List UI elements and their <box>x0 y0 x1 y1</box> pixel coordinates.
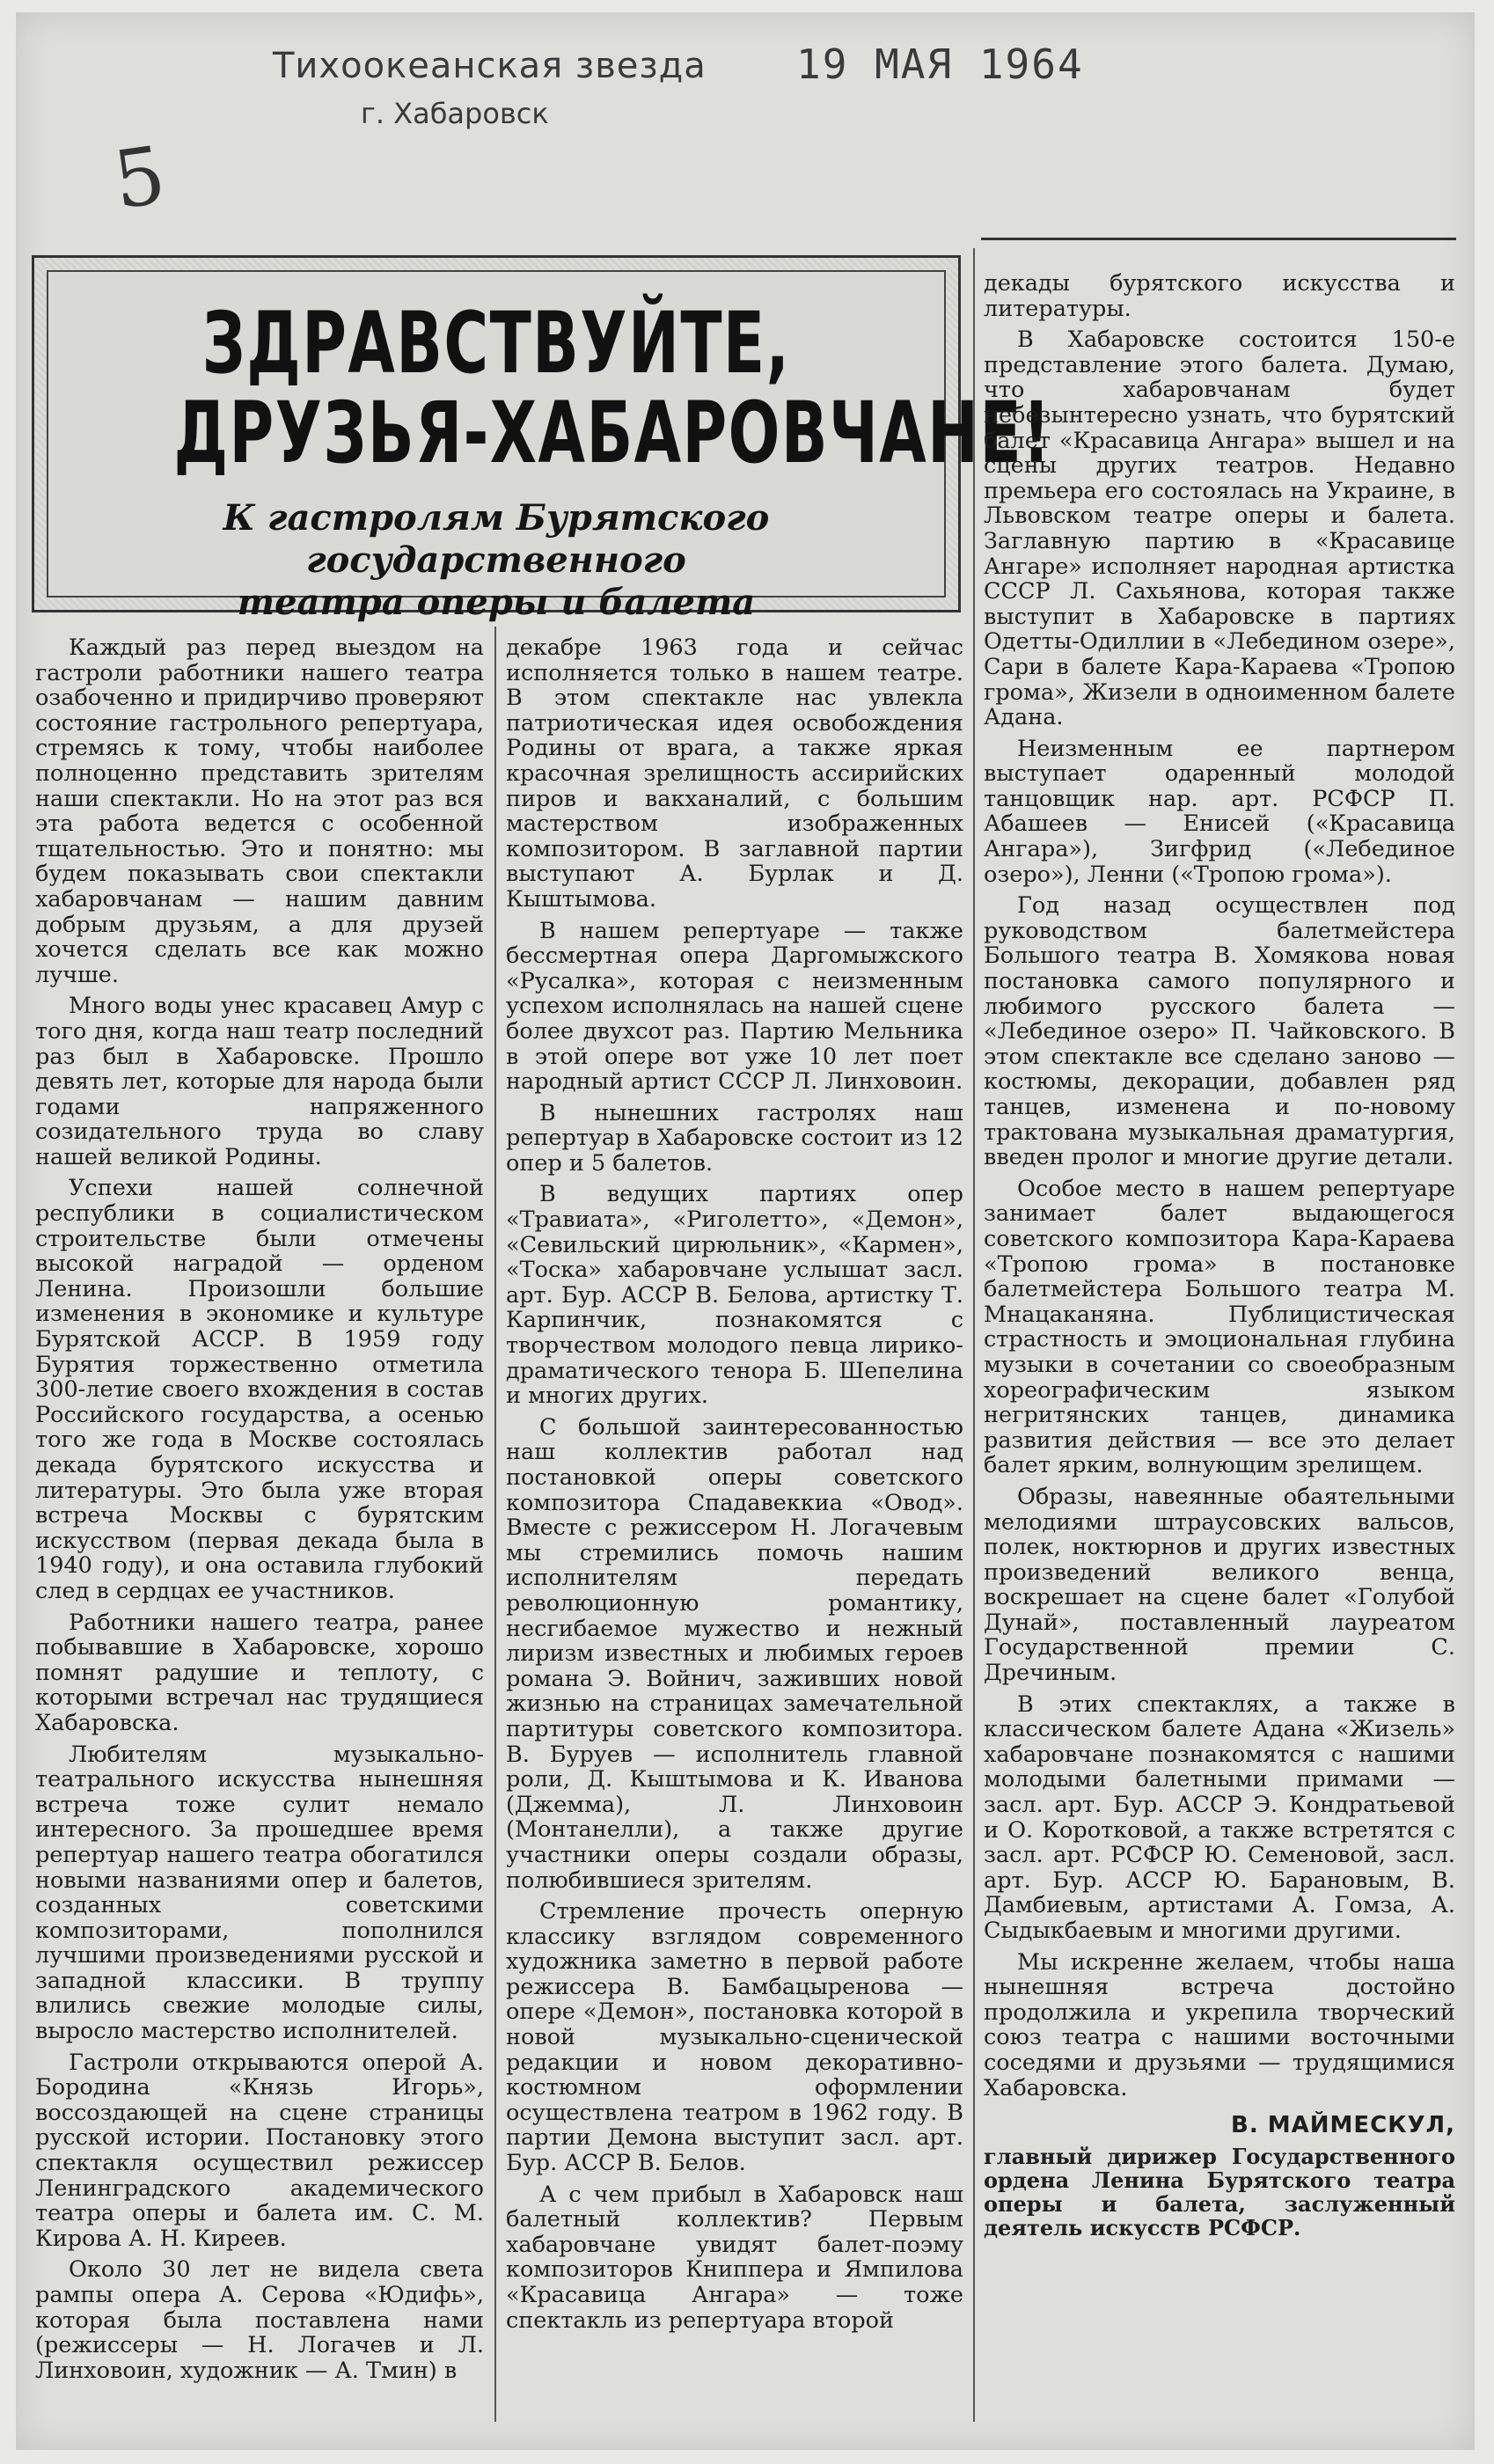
article-column-3 <box>984 271 1455 2246</box>
paragraph: Работники нашего театра, ранее побывавшие в Хабаровске, хорошо помнят радушие и теплоту, с которыми встречал нас трудящиеся Хабаровска. <box>35 1609 484 1736</box>
city-stamp: г. Хабаровск <box>361 97 549 130</box>
signature-block <box>984 2113 1455 2240</box>
handwritten-page-number: 5 <box>107 128 172 228</box>
article-column-2 <box>506 635 963 2339</box>
column-divider <box>494 627 496 2422</box>
author-title: главный дирижер Государственного ордена Ленина Бурятского театра оперы и балета, заслуженный деятель искусств РСФСР. <box>984 2143 1455 2240</box>
paragraph: декады бурятского искусства и литературы. <box>984 270 1455 322</box>
paragraph: Особое место в нашем репертуаре занимает балет выдающегося советского композитора Кара-Караева «Тропою грома» в постановке балетмейстера Большого театра М. Мнацаканяна. Публицистическая страстность и эмоциональная глубина музыки в сочетании со своеобразным хореографическим языком негритянских танцев, динамика развития действия — все это делает балет ярким, волнующим зрелищем. <box>984 1175 1455 1479</box>
paragraph: Около 30 лет не видела света рампы опера А. Серова «Юдифь», которая была поставлена нами (режиссеры — Н. Логачев и Л. Линховоин, художник — А. Тмин) в <box>35 2256 484 2384</box>
paragraph: В ведущих партиях опер «Травиата», «Риголетто», «Демон», «Севильский цирюльник», «Кармен», «Тоска» хабаровчане услышат засл. арт. Бур. АССР В. Белова, артистку Т. Карпинчик, познакомятся с творчеством молодого певца лирико-драматического тенора Б. Шепелина и многих других. <box>506 1181 963 1410</box>
author-name: В. МАЙМЕСКУЛ, <box>1231 2112 1455 2139</box>
article-column-1 <box>35 635 484 2389</box>
headline-box <box>32 255 1052 623</box>
paragraph: декабре 1963 года и сейчас исполняется только в нашем театре. В этом спектакле нас увлекла патриотическая идея освобождения Родины от врага, а также яркая красочная зрелищность ассирийских пиров и вакханалий, с большим мастерством изображенных композитором. В заглавной партии выступают А. Бурлак и Д. Кыштымова. <box>506 634 963 913</box>
paragraph: Много воды унес красавец Амур с того дня, когда наш театр последний раз был в Хабаровске. Прошло девять лет, которые для народа были годами напряженного созидательного труда во славу нашей великой Родины. <box>35 993 484 1170</box>
paragraph: Каждый раз перед выездом на гастроли работники нашего театра озабоченно и придирчиво проверяют состояние гастрольного репертуара, стремясь к тому, чтобы наиболее полноценно представить зрителям наши спектакли. Но на этот раз вся эта работа ведется с особенной тщательностью. Это и понятно: мы будем показывать свои спектакли хабаровчанам — нашим давним добрым друзьям, а для друзей хочется сделать все как можно лучше. <box>35 634 484 988</box>
paragraph: Успехи нашей солнечной республики в социалистическом строительстве были отмечены высокой наградой — орденом Ленина. Произошли большие изменения в экономике и культуре Бурятской АССР. В 1959 году Бурятия торжественно отметила 300-летие своего вхождения в состав Российского государства, а осенью того же года в Москве состоялась декада бурятского искусства и литературы. Это была уже вторая встреча Москвы с бурятским искусством (первая декада была в 1940 году), и она оставила глубокий след в сердцах ее участников. <box>35 1175 484 1604</box>
newspaper-name-stamp: Тихоокеанская звезда <box>273 46 707 86</box>
paragraph: Неизменным ее партнером выступает одаренный молодой танцовщик нар. арт. РСФСР П. Абашеев — Енисей («Красавица Ангара»), Зигфрид («Лебединое озеро»), Ленни («Тропою грома»). <box>984 735 1455 888</box>
subtitle-line-1: К гастролям Бурятского государственного <box>223 497 770 581</box>
article-subtitle <box>48 497 944 624</box>
article-title <box>173 294 1052 482</box>
title-line-1: ЗДРАВСТВУЙТЕ, <box>201 294 791 392</box>
paragraph: Мы искренне желаем, чтобы наша нынешняя встреча достойно продолжила и укрепила творческий союз театра с нашими восточными соседями и друзьями — трудящимися Хабаровска. <box>984 1948 1455 2101</box>
paragraph: Любителям музыкально-театрального искусства нынешняя встреча тоже сулит немало интересного. За прошедшее время репертуар нашего театра обогатился новыми названиями опер и балетов, созданных советскими композиторами, пополнился лучшими произведениями русской и западной классики. В труппу влились свежие молодые силы, выросло мастерство исполнителей. <box>35 1741 484 2045</box>
paragraph: В нашем репертуаре — также бессмертная опера Даргомыжского «Русалка», которая с неизменным успехом исполнялась на нашей сцене более двухсот раз. Партию Мельника в этой опере вот уже 10 лет поет народный артист СССР Л. Линховоин. <box>506 917 963 1096</box>
paragraph: А с чем прибыл в Хабаровск наш балетный коллектив? Первым хабаровчане увидят балет-поэму композиторов Книппера и Ямпилова «Красавица Ангара» — тоже спектакль из репертуара второй <box>506 2181 963 2334</box>
headline-frame <box>47 270 1052 623</box>
column-divider <box>973 248 975 2422</box>
paragraph: Год назад осуществлен под руководством балетмейстера Большого театра В. Хомякова новая постановка самого популярного и любимого русского балета — «Лебединое озеро» П. Чайковского. В этом спектакле все сделано заново — костюмы, декорации, добавлен ряд танцев, изменена и по-новому трактована музыкальная драматургия, введен пролог и многие другие детали. <box>984 892 1455 1171</box>
title-line-2: ДРУЗЬЯ-ХАБАРОВЧАНЕ! <box>173 384 1052 482</box>
paragraph: Образы, навеянные обаятельными мелодиями штраусовских вальсов, полек, ноктюрнов и других известных произведений великого венца, воскрешает на сцене балет «Голубой Дунай», поставленный лауреатом Государственной премии С. Дречиным. <box>984 1483 1455 1687</box>
paragraph: В этих спектаклях, а также в классическом балете Адана «Жизель» хабаровчане познакомятся с нашими молодыми балетными примами — засл. арт. Бур. АССР Э. Кондратьевой и О. Коротковой, а также встретятся с засл. арт. РСФСР Ю. Семеновой, засл. арт. Бур. АССР Ю. Барановым, В. Дамбиевым, артистами А. Гомза, А. Сыдыкбаевым и многими другими. <box>984 1690 1455 1944</box>
column-top-rule <box>981 238 1456 240</box>
paragraph: С большой заинтересованностью наш коллектив работал над постановкой оперы советского композитора Спадавеккиа «Овод». Вместе с режиссером Н. Логачевым мы стремились помочь нашим исполнителям передать революционную романтику, несгибаемое мужество и нежный лиризм известных и любимых героев романа Э. Войнич, заживших новой жизнью на страницах замечательной партитуры советского композитора. В. Буруев — исполнитель главной роли, Д. Кыштымова и К. Иванова (Джемма), Л. Линховоин (Монтанелли), а также другие участники оперы создали образы, полюбившиеся зрителям. <box>506 1413 963 1894</box>
subtitle-line-2: театра оперы и балета <box>237 582 756 623</box>
paragraph: В нынешних гастролях наш репертуар в Хабаровске состоит из 12 опер и 5 балетов. <box>506 1099 963 1177</box>
paragraph: Гастроли открываются оперой А. Бородина «Князь Игорь», воссоздающей на сцене страницы русской истории. Постановку этого спектакля осуществил режиссер Ленинградского академического театра оперы и балета им. С. М. Кирова А. Н. Киреев. <box>35 2049 484 2252</box>
paragraph: В Хабаровске состоится 150-е представление этого балета. Думаю, что хабаровчанам будет небезынтересно узнать, что бурятский балет «Красавица Ангара» вышел и на сцены других театров. Недавно премьера его состоялась на Украине, в Львовском театре оперы и балета. Заглавную партию в «Красавице Ангаре» исполняет народная артистка СССР Л. Сахьянова, которая также выступит в Хабаровске в партиях Одетты-Одиллии в «Лебедином озере», Сари в балете Кара-Караева «Тропою грома», Жизели в одноименном балете Адана. <box>984 326 1455 731</box>
paragraph: Стремление прочесть оперную классику взглядом современного художника заметно в первой работе режиссера В. Бамбацыренова — опере «Демон», постановка которой в новой музыкально-сценической редакции и новом декоративно-костюмном оформлении осуществлена театром в 1962 году. В партии Демона выступит засл. арт. Бур. АССР В. Белов. <box>506 1898 963 2177</box>
date-stamp: 19 МАЯ 1964 <box>796 40 1084 88</box>
